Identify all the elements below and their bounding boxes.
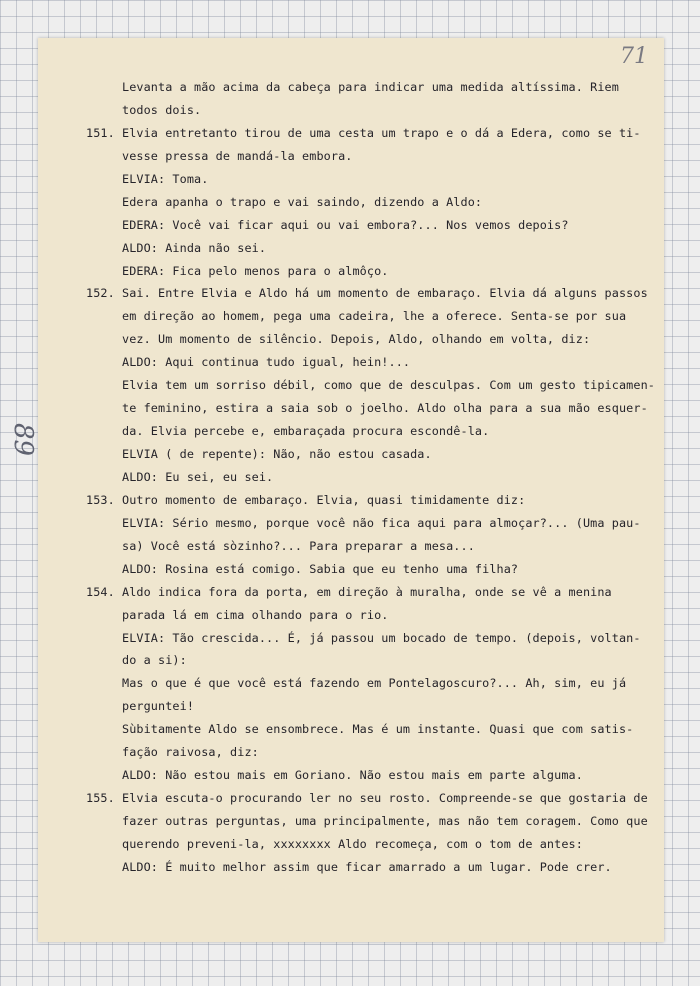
text-line xyxy=(86,695,662,718)
text-line xyxy=(86,351,662,374)
scene-line xyxy=(86,581,662,604)
scene-line xyxy=(86,489,662,512)
scene-number: 155. xyxy=(86,791,115,806)
scene-line xyxy=(86,122,662,145)
line-text: ALDO: É muito melhor assim que ficar amarrado a um lugar. Pode crer. xyxy=(122,859,612,874)
scene-number: 152. xyxy=(86,286,115,301)
scene-line xyxy=(86,282,662,305)
line-text: Elvia tem um sorriso débil, como que de desculpas. Com um gesto tipicamen- xyxy=(122,378,655,393)
line-text: todos dois. xyxy=(122,102,202,117)
text-line xyxy=(86,328,662,351)
text-line xyxy=(86,741,662,764)
line-text: EDERA: Fica pelo menos para o almôço. xyxy=(122,263,389,278)
margin-note: 89 xyxy=(8,423,38,457)
scene-number: 153. xyxy=(86,492,115,507)
line-text: ALDO: Ainda não sei. xyxy=(122,240,267,255)
text-line xyxy=(86,512,662,535)
page-number: 71 xyxy=(620,44,648,69)
line-text: Sai. Entre Elvia e Aldo há um momento de embaraço. Elvia dá alguns passos xyxy=(122,286,648,301)
line-text: EDERA: Você vai ficar aqui ou vai embora?... Nos vemos depois? xyxy=(122,217,569,232)
line-text: do a si): xyxy=(122,653,187,668)
text-line xyxy=(86,374,662,397)
text-line xyxy=(86,420,662,443)
text-line xyxy=(86,99,662,122)
text-line xyxy=(86,535,662,558)
line-text: Aldo indica fora da porta, em direção à muralha, onde se vê a menina xyxy=(122,584,612,599)
line-text: ELVIA: Sério mesmo, porque você não fica aqui para almoçar?... (Uma pau- xyxy=(122,515,641,530)
line-text: Sùbitamente Aldo se ensombrece. Mas é um instante. Quasi que com satis- xyxy=(122,722,634,737)
text-line xyxy=(86,145,662,168)
line-text: ELVIA: Tão crescida... É, já passou um bocado de tempo. (depois, voltan- xyxy=(122,630,641,645)
line-text: Mas o que é que você está fazendo em Pontelagoscuro?... Ah, sim, eu já xyxy=(122,676,627,691)
text-line xyxy=(86,237,662,260)
text-line xyxy=(86,810,662,833)
text-line xyxy=(86,856,662,879)
text-line xyxy=(86,833,662,856)
text-line xyxy=(86,558,662,581)
line-text: Outro momento de embaraço. Elvia, quasi timidamente diz: xyxy=(122,492,526,507)
line-text: Elvia entretanto tirou de uma cesta um trapo e o dá a Edera, como se ti- xyxy=(122,125,641,140)
line-text: te feminino, estira a saia sob o joelho. Aldo olha para a sua mão esquer- xyxy=(122,401,648,416)
line-text: perguntei! xyxy=(122,699,195,714)
line-text: fazer outras perguntas, uma principalmente, mas não tem coragem. Como que xyxy=(122,814,648,828)
text-line xyxy=(86,672,662,695)
text-line xyxy=(86,443,662,466)
scene-number: 154. xyxy=(86,584,115,599)
text-line xyxy=(86,214,662,237)
scene-line xyxy=(86,787,662,810)
text-line xyxy=(86,466,662,489)
line-text: Elvia escuta-o procurando ler no seu rosto. Compreende-se que gostaria de xyxy=(122,791,648,806)
line-text: ALDO: Eu sei, eu sei. xyxy=(122,469,274,484)
line-text: ELVIA: Toma. xyxy=(122,171,209,186)
line-text: sa) Você está sòzinho?... Para preparar a mesa... xyxy=(122,538,475,553)
text-line xyxy=(86,76,662,99)
line-text: querendo preveni-la, xxxxxxxx Aldo recomeça, com o tom de antes: xyxy=(122,836,583,851)
line-text: Edera apanha o trapo e vai saindo, dizendo a Aldo: xyxy=(122,194,483,209)
line-text: ALDO: Rosina está comigo. Sabia que eu tenho uma filha? xyxy=(122,561,519,576)
text-line xyxy=(86,260,662,283)
text-line xyxy=(86,305,662,328)
text-line xyxy=(86,604,662,627)
line-text: fação raivosa, diz: xyxy=(122,745,259,760)
text-line xyxy=(86,627,662,650)
scene-number: 151. xyxy=(86,125,115,140)
line-text: em direção ao homem, pega uma cadeira, lhe a oferece. Senta-se por sua xyxy=(122,309,627,324)
line-text: vez. Um momento de silêncio. Depois, Aldo, olhando em volta, diz: xyxy=(122,332,591,347)
line-text: ALDO: Aqui continua tudo igual, hein!... xyxy=(122,355,411,370)
text-line xyxy=(86,718,662,741)
text-line xyxy=(86,649,662,672)
line-text: vesse pressa de mandá-la embora. xyxy=(122,148,353,163)
text-line xyxy=(86,191,662,214)
line-text: Levanta a mão acima da cabeça para indicar uma medida altíssima. Riem xyxy=(122,80,619,94)
line-text: ALDO: Não estou mais em Goriano. Não estou mais em parte alguma. xyxy=(122,768,583,783)
text-line xyxy=(86,168,662,191)
script-text xyxy=(86,76,662,879)
line-text: da. Elvia percebe e, embaraçada procura escondê-la. xyxy=(122,424,490,439)
text-line xyxy=(86,764,662,787)
line-text: parada lá em cima olhando para o rio. xyxy=(122,607,389,622)
typewritten-page xyxy=(8,38,664,942)
text-line xyxy=(86,397,662,420)
line-text: ELVIA ( de repente): Não, não estou casada. xyxy=(122,447,432,461)
